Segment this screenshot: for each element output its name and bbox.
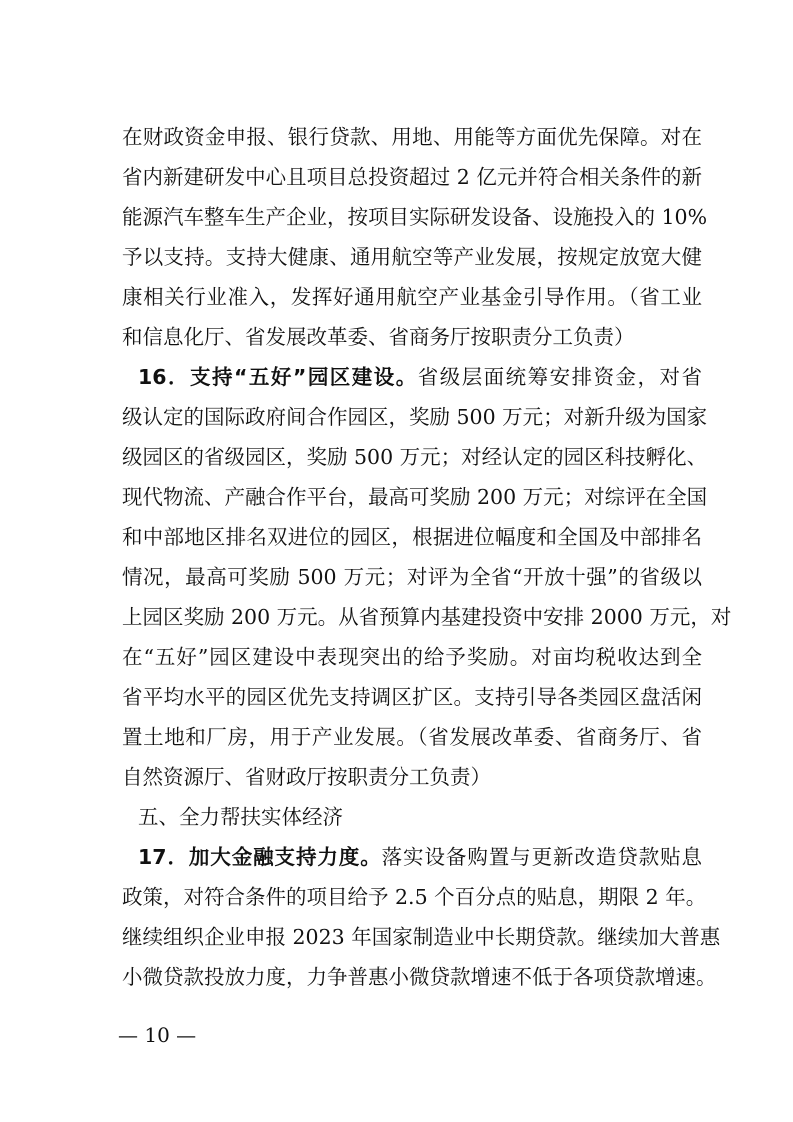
item-17-title: 17．加大金融支持力度。 (138, 845, 382, 869)
item-16-first-line (138, 364, 702, 390)
item-16-title: 16．支持“五好”园区建设。 (138, 365, 418, 389)
paragraph-line: 情况，最高可奖励 500 万元；对评为全省“开放十强”的省级以 (122, 565, 702, 589)
item-16-first-text: 省级层面统筹安排资金，对省 (417, 365, 703, 389)
paragraph-line: 继续组织企业申报 2023 年国家制造业中长期贷款。继续加大普惠 (122, 925, 721, 949)
paragraph-line: 能源汽车整车生产企业，按项目实际研发设备、设施投入的 10% (122, 205, 708, 229)
paragraph-line: 和中部地区排名双进位的园区，根据进位幅度和全国及中部排名 (122, 525, 702, 549)
paragraph-line: 在“五好”园区建设中表现突出的给予奖励。对亩均税收达到全 (122, 645, 702, 669)
section-heading: 五、全力帮扶实体经济 (138, 805, 343, 829)
paragraph-line: 政策，对符合条件的项目给予 2.5 个百分点的贴息，期限 2 年。 (122, 885, 707, 909)
paragraph-line: 自然资源厅、省财政厅按职责分工负责） (122, 765, 491, 789)
paragraph-line: 在财政资金申报、银行贷款、用地、用能等方面优先保障。对在 (122, 125, 702, 149)
paragraph-line: 省内新建研发中心且项目总投资超过 2 亿元并符合相关条件的新 (122, 165, 702, 189)
paragraph-line: 级园区的省级园区，奖励 500 万元；对经认定的园区科技孵化、 (122, 445, 708, 469)
page-number: — 10 — (118, 1023, 197, 1047)
paragraph-line: 和信息化厅、省发展改革委、省商务厅按职责分工负责） (122, 325, 635, 349)
paragraph-line: 予以支持。支持大健康、通用航空等产业发展，按规定放宽大健 (122, 245, 702, 269)
paragraph-line: 置土地和厂房，用于产业发展。（省发展改革委、省商务厅、省 (122, 725, 702, 749)
paragraph-line: 现代物流、产融合作平台，最高可奖励 200 万元；对综评在全国 (122, 485, 708, 509)
item-17-first-text: 落实设备购置与更新改造贷款贴息 (381, 845, 703, 869)
paragraph-line: 省平均水平的园区优先支持调区扩区。支持引导各类园区盘活闲 (122, 685, 702, 709)
paragraph-line: 上园区奖励 200 万元。从省预算内基建投资中安排 2000 万元，对 (122, 605, 732, 629)
paragraph-line: 康相关行业准入，发挥好通用航空产业基金引导作用。（省工业 (122, 285, 702, 309)
paragraph-line: 级认定的国际政府间合作园区，奖励 500 万元；对新升级为国家 (122, 405, 708, 429)
item-17-first-line (138, 844, 702, 870)
paragraph-line: 小微贷款投放力度，力争普惠小微贷款增速不低于各项贷款增速。 (122, 965, 717, 989)
